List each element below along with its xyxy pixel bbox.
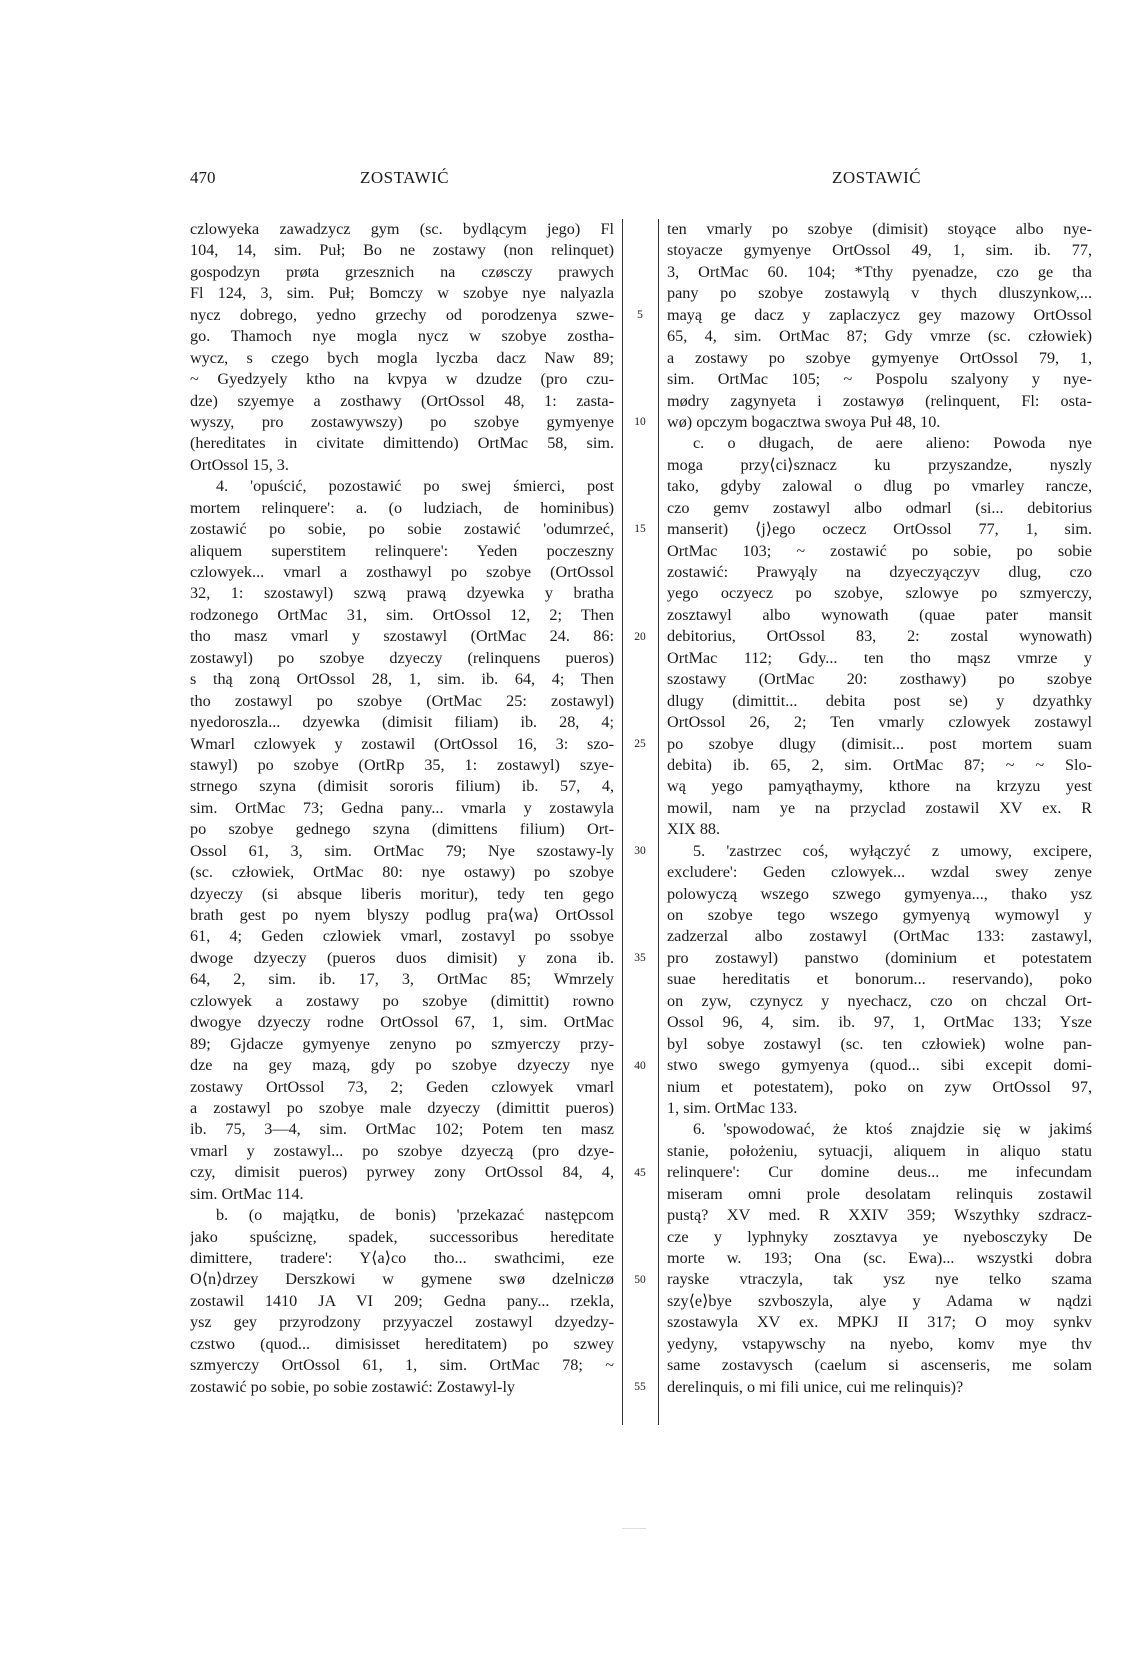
text-line: sim. OrtMac 105; ~ Pospolu szalyony y nye- bbox=[667, 370, 1092, 389]
text-line: yedyny, vstapywschy na nyebo, komv mye thv bbox=[667, 1334, 1092, 1353]
text-line: zostawil 1410 JA VI 209; Gedna pany... rzekla, bbox=[190, 1291, 614, 1310]
text-line: s thą zoną OrtOssol 28, 1, sim. ib. 64, 4; Then bbox=[190, 670, 614, 689]
text-line: czo gemv zostawyl albo odmarl (si... debitorius bbox=[667, 498, 1092, 517]
text-line: 5. 'zastrzec coś, wyłączyć z umowy, excipere, bbox=[693, 841, 1092, 860]
text-line: suae hereditatis et bonorum... reservando), poko bbox=[667, 970, 1092, 989]
text-line: polowyczą wszego szwego gymyenya..., thako ysz bbox=[667, 884, 1092, 903]
text-line: ten vmarly po szobye (dimisit) stoyące albo nye- bbox=[667, 220, 1092, 238]
text-line: 104, 14, sim. Puł; Bo ne zostawy (non relinquet) bbox=[190, 241, 614, 260]
text-line: miseram omni prole desolatam relinquis zostawil bbox=[667, 1184, 1092, 1203]
line-number: 50 bbox=[634, 1274, 646, 1287]
text-line: szy⟨e⟩bye szvboszyla, alye y Adama w nądzi bbox=[667, 1291, 1092, 1310]
text-line: czlowyek a zostawy po szobye (dimittit) rowno bbox=[190, 991, 614, 1010]
running-headword-left: ZOSTAWIĆ bbox=[360, 168, 450, 187]
text-line: wyszy, pro zostawywszy) po szobye gymyenye bbox=[190, 412, 614, 431]
text-line: on zyw, czynycz y nyechacz, czo on chczal Ort- bbox=[667, 991, 1092, 1010]
text-line: mowil, nam ye na przyclad zostawil XV ex. R bbox=[667, 798, 1092, 817]
text-line: nium et potestatem), poko on zyw OrtOssol 97, bbox=[667, 1077, 1092, 1096]
text-line: same zostavysch (caelum si ascenseris, me solam bbox=[667, 1356, 1092, 1375]
text-line: pany po szobye zostawylą v thych dluszynkow,... bbox=[667, 284, 1092, 303]
text-line: 89; Gjdacze gymyenye zenyno po szmyerczy przy- bbox=[190, 1034, 614, 1053]
text-line: (sc. człowiek, OrtMac 80: nye ostawy) po szobye bbox=[190, 863, 614, 882]
page-header bbox=[0, 168, 1136, 192]
text-line: wą yego pamyąthaymy, kthore na krzyzu yest bbox=[667, 777, 1092, 796]
text-line: pustą? XV med. R XXIV 359; Wszythky szdracz- bbox=[667, 1206, 1092, 1225]
text-line: OrtOssol 15, 3. bbox=[190, 455, 289, 474]
text-line: derelinquis, o mi fili unice, cui me relinquis)? bbox=[667, 1377, 964, 1396]
text-line: 65, 4, sim. OrtMac 87; Gdy vmrze (sc. człowiek) bbox=[667, 327, 1092, 346]
text-line: stawyl) po szobye (OrtRp 35, 1: zostawyl) szye- bbox=[190, 755, 614, 774]
text-line: XIX 88. bbox=[667, 820, 721, 839]
left-column bbox=[190, 219, 614, 1398]
text-line: O⟨n⟩drzey Derszkowi w gymene swø dzelniczø bbox=[190, 1270, 614, 1289]
text-line: OrtMac 112; Gdy... ten tho mąsz vmrze y bbox=[667, 648, 1092, 667]
text-line: rayske vtraczyla, tak ysz nye telko szama bbox=[667, 1270, 1092, 1289]
text-line: wø) opczym bogacztwa swoya Puł 48, 10. bbox=[667, 412, 941, 431]
text-line: dwogye dzyeczy rodne OrtOssol 67, 1, sim. OrtMac bbox=[190, 1013, 614, 1032]
text-line: wycz, s czego bych mogla lyczba dacz Naw 89; bbox=[190, 348, 614, 367]
text-line: czlowyeka zawadzycz gym (sc. bydlącym jego) Fl bbox=[190, 220, 614, 238]
text-line: czy, dimisit pueros) pyrwey zony OrtOssol 84, 4, bbox=[190, 1163, 614, 1182]
text-line: zostawić po sobie, po sobie zostawić: Zostawyl-ly bbox=[190, 1377, 516, 1396]
text-line: a zostawy po szobye gymyenye OrtOssol 79, 1, bbox=[667, 348, 1092, 367]
text-line: ysz gey przyrodzony przyyaczel zostawyl dzyedzy- bbox=[190, 1313, 614, 1332]
text-line: szostawyla XV ex. MPKJ II 317; O moy synkv bbox=[667, 1313, 1092, 1332]
line-number: 35 bbox=[634, 952, 646, 965]
text-line: stanie, położeniu, sytuacji, aliquem in aliquo statu bbox=[667, 1141, 1092, 1160]
page-number: 470 bbox=[190, 168, 216, 187]
text-line: 64, 2, sim. ib. 17, 3, OrtMac 85; Wmrzely bbox=[190, 970, 614, 989]
column-rule-right bbox=[658, 219, 659, 1425]
text-line: 61, 4; Geden czlowiek vmarl, zostavyl po ssobye bbox=[190, 927, 614, 946]
text-line: dwoge dzyeczy (pueros duos dimisit) y zona ib. bbox=[190, 948, 614, 967]
text-line: 32, 1: szostawyl) szwą prawą dzyewka y bratha bbox=[190, 584, 614, 603]
text-line: szostawy (OrtMac 20: zosthawy) po szobye bbox=[667, 670, 1092, 689]
text-line: stwo swego gymyenya (quod... sibi excepit domi- bbox=[667, 1056, 1092, 1075]
line-number: 5 bbox=[637, 308, 643, 321]
footer-mark bbox=[622, 1528, 646, 1529]
text-line: dze) szyemye a zosthawy (OrtOssol 48, 1: zasta- bbox=[190, 391, 614, 410]
line-number: 15 bbox=[634, 523, 646, 536]
text-line: pro zostawyl) panstwo (dominium et potestatem bbox=[667, 948, 1092, 967]
text-line: on szobye tego wszego gymyenyą wymowyl y bbox=[667, 906, 1092, 924]
text-line: po szobye gednego szyna (dimittens filium) Ort- bbox=[190, 820, 614, 839]
text-line: excludere': Geden czlowyek... wzdal swey zenye bbox=[667, 863, 1092, 882]
text-line: ~ Gyedzyely ktho na kvpya w dzudze (pro czu- bbox=[190, 370, 614, 389]
text-line: mayą ge dacz y zaplaczycz gey mazowy OrtOssol bbox=[667, 305, 1092, 324]
line-number: 10 bbox=[634, 416, 646, 429]
text-line: Ossol 96, 4, sim. ib. 97, 1, OrtMac 133; Ysze bbox=[667, 1013, 1092, 1032]
text-line: nycz dobrego, yedno grzechy od porodzenya szwe- bbox=[190, 305, 614, 324]
text-line: c. o długach, de aere alieno: Powoda nye bbox=[693, 434, 1092, 453]
text-line: 6. 'spowodować, że ktoś znajdzie się w jakimś bbox=[693, 1120, 1092, 1139]
text-line: aliquem superstitem relinquere': Yeden poczeszny bbox=[190, 541, 614, 560]
text-line: tho zostawyl po szobye (OrtMac 25: zostawyl) bbox=[190, 691, 614, 710]
text-line: relinquere': Cur domine deus... me infecundam bbox=[667, 1163, 1092, 1182]
text-line: vmarl y zostawyl... po szobye dzyeczą (pro dzye- bbox=[190, 1141, 614, 1160]
text-line: stoyacze gymyenye OrtOssol 49, 1, sim. ib. 77, bbox=[667, 241, 1092, 260]
right-column bbox=[667, 219, 1092, 1398]
text-line: debitorius, OrtOssol 83, 2: zostal wynowath) bbox=[667, 627, 1092, 646]
text-line: morte w. 193; Ona (sc. Ewa)... wszystki dobra bbox=[667, 1249, 1092, 1267]
line-number: 30 bbox=[634, 845, 646, 858]
text-line: sim. OrtMac 73; Gedna pany... vmarla y zostawyla bbox=[190, 798, 614, 817]
text-line: dimittere, tradere': Y⟨a⟩co tho... swathcimi, eze bbox=[190, 1249, 614, 1267]
text-line: szmyerczy OrtOssol 61, 1, sim. OrtMac 78; ~ bbox=[190, 1356, 614, 1375]
text-line: go. Thamoch nye mogla nycz w szobye zostha- bbox=[190, 327, 614, 346]
text-line: Fl 124, 3, sim. Puł; Bomczy w szobye nye nalyazla bbox=[190, 284, 614, 303]
text-line: brath gest po nyem blyszy podlug pra⟨wa⟩ OrtOssol bbox=[190, 906, 614, 924]
text-line: gospodzyn prøta grzesznich na czøsczy prawych bbox=[190, 262, 614, 281]
text-line: Wmarl czlowyek y zostawil (OrtOssol 16, 3: szo- bbox=[190, 734, 614, 753]
text-line: zostawyl) po szobye dzyeczy (relinquens pueros) bbox=[190, 648, 614, 667]
text-line: moga przy⟨ci⟩sznacz ku przyszandze, nyszly bbox=[667, 455, 1092, 474]
text-line: Ossol 61, 3, sim. OrtMac 79; Nye szostawy-ly bbox=[190, 841, 614, 860]
text-line: OrtOssol 26, 2; Ten vmarly czlowyek zostawyl bbox=[667, 713, 1092, 732]
line-number: 20 bbox=[634, 630, 646, 643]
text-line: zostawy OrtOssol 73, 2; Geden czlowyek vmarl bbox=[190, 1077, 614, 1096]
text-line: nyedoroszla... dzyewka (dimisit filiam) ib. 28, 4; bbox=[190, 713, 614, 732]
text-line: tho masz vmarl y szostawyl (OrtMac 24. 86: bbox=[190, 627, 614, 646]
line-number: 55 bbox=[634, 1381, 646, 1394]
text-line: 4. 'opuścić, pozostawić po swej śmierci, post bbox=[216, 477, 614, 496]
text-line: mortem relinquere': a. (o ludziach, de hominibus) bbox=[190, 498, 614, 517]
text-line: dze na gey mazą, gdy po szobye dzyeczy nye bbox=[190, 1056, 614, 1075]
line-number: 25 bbox=[634, 737, 646, 750]
column-rule-left bbox=[622, 219, 623, 1425]
text-line: zostawić: Prawyąly na dzyeczyączyv dlug, czo bbox=[667, 563, 1092, 581]
running-headword-right: ZOSTAWIĆ bbox=[832, 168, 922, 187]
line-number: 45 bbox=[634, 1166, 646, 1179]
text-line: rodzonego OrtMac 31, sim. OrtOssol 12, 2; Then bbox=[190, 605, 614, 624]
text-line: czstwo (quod... dimisisset hereditatem) po szwey bbox=[190, 1334, 614, 1353]
text-line: zostawić po sobie, po sobie zostawić 'odumrzeć, bbox=[190, 520, 614, 539]
text-line: zosztawyl albo wynowath (quae pater mansit bbox=[667, 605, 1092, 624]
text-line: tako, gdyby zalowal o dlug po vmarley rancze, bbox=[667, 477, 1092, 496]
text-line: ib. 75, 3—4, sim. OrtMac 102; Potem ten masz bbox=[190, 1120, 614, 1139]
text-line: b. (o majątku, de bonis) 'przekazać następcom bbox=[216, 1206, 614, 1225]
text-line: dlugy (dimittit... debita post se) y dzyathky bbox=[667, 691, 1092, 710]
text-line: yego oczyecz po szobye, szlowye po szmyerczy, bbox=[667, 584, 1092, 603]
text-line: 1, sim. OrtMac 133. bbox=[667, 1098, 798, 1117]
text-line: debita) ib. 65, 2, sim. OrtMac 87; ~ ~ Slo- bbox=[667, 755, 1092, 774]
text-line: byl sobye zostawyl (sc. ten człowiek) wolne pan- bbox=[667, 1034, 1092, 1053]
text-line: cze y lyphnyky zosztavya ye nyebosczyky De bbox=[667, 1227, 1092, 1246]
text-line: strnego szyna (dimisit sororis filium) ib. 57, 4, bbox=[190, 777, 614, 796]
text-line: czlowyek... vmarl a zosthawyl po szobye (OrtOssol bbox=[190, 563, 614, 581]
text-line: po szobye dlugy (dimisit... post mortem suam bbox=[667, 734, 1092, 753]
text-line: manserit) ⟨j⟩ego oczecz OrtOssol 77, 1, sim. bbox=[667, 520, 1092, 539]
text-line: zadzerzal albo zostawyl (OrtMac 133: zastawyl, bbox=[667, 927, 1092, 946]
text-line: sim. OrtMac 114. bbox=[190, 1184, 304, 1203]
text-line: 3, OrtMac 60. 104; *Tthy pyenadze, czo ge tha bbox=[667, 262, 1092, 281]
text-line: mødry zagynyeta i zostawyø (relinquent, Fl: osta- bbox=[667, 391, 1092, 410]
line-number: 40 bbox=[634, 1059, 646, 1072]
text-line: dzyeczy (si absque liberis moritur), tedy ten gego bbox=[190, 884, 614, 903]
text-line: a zostawyl po szobye male dzyeczy (dimittit pueros) bbox=[190, 1098, 614, 1117]
text-line: OrtMac 103; ~ zostawić po sobie, po sobie bbox=[667, 541, 1092, 560]
text-line: jako spuściznę, spadek, successoribus hereditate bbox=[190, 1227, 614, 1246]
text-line: (hereditates in civitate dimittendo) OrtMac 58, sim. bbox=[190, 434, 614, 453]
